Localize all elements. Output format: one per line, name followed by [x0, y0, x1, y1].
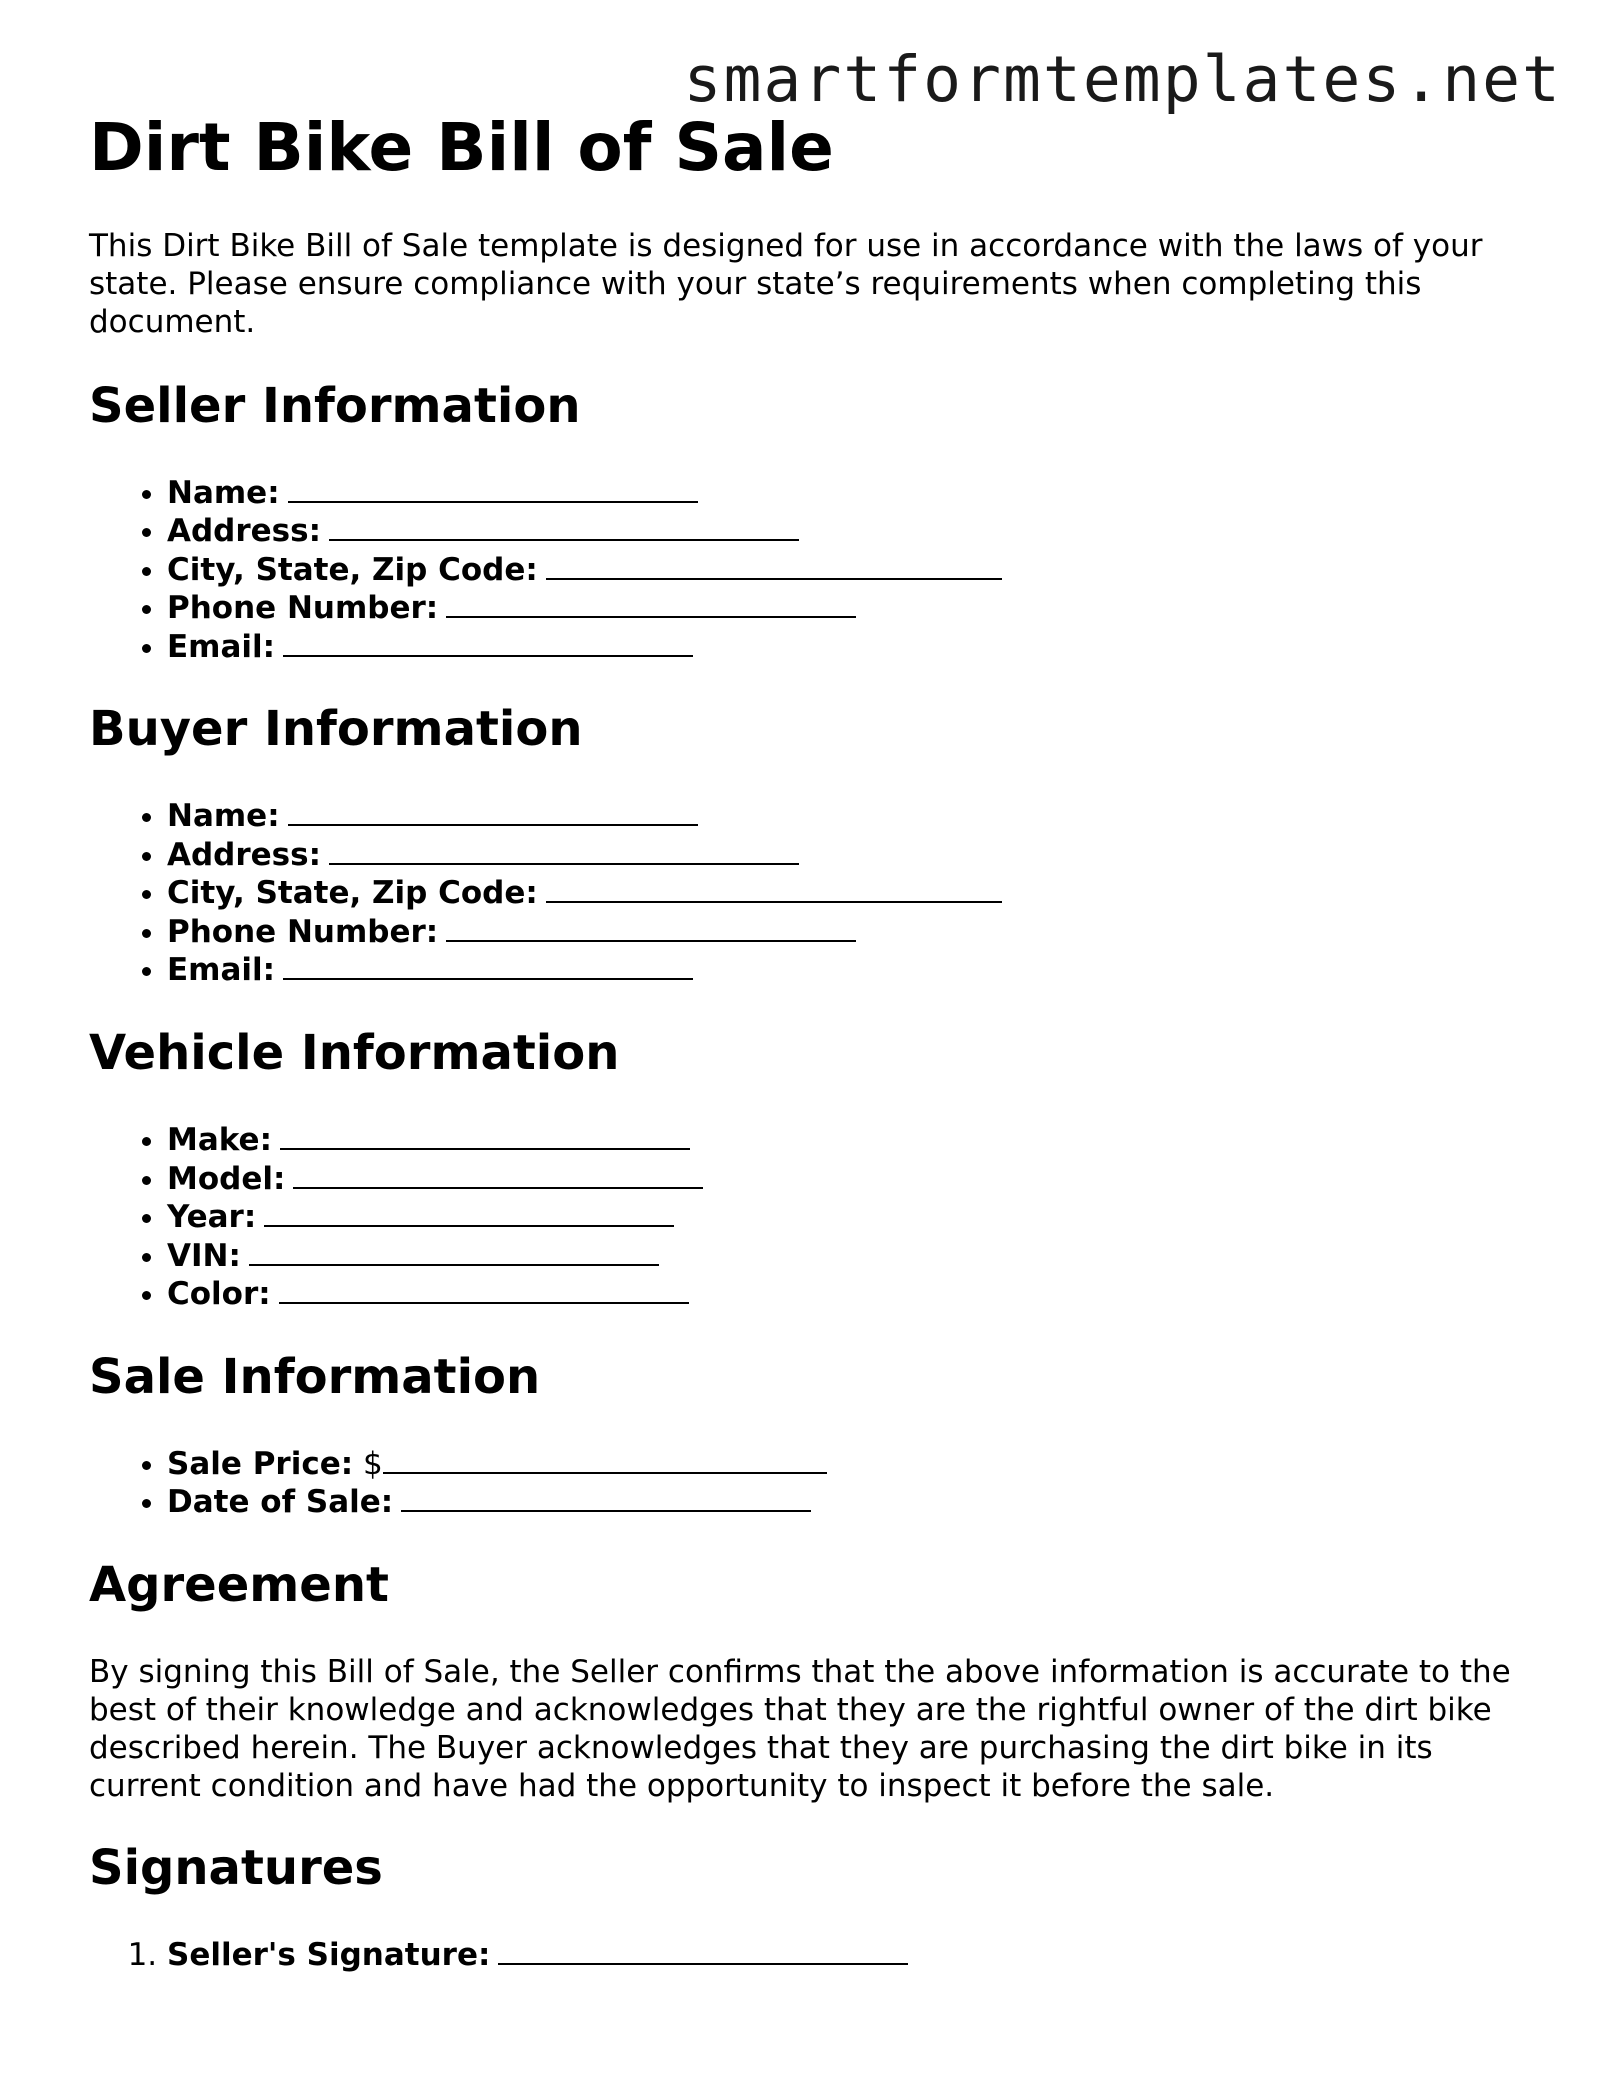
- agreement-paragraph: By signing this Bill of Sale, the Seller confirms that the above information is accurate to the best of their knowledge and acknowledges that they are the rightful owner of the dirt bike described herein. The Buyer acknowledges that they are purchasing the dirt bike in its current condition and have had the opportunity to inspect it before the sale.: [89, 1654, 1511, 1805]
- sale-price-label: Sale Price:: [167, 1445, 354, 1482]
- vehicle-make-label: Make:: [167, 1122, 272, 1159]
- sale-price-field[interactable]: [383, 1445, 827, 1474]
- seller-email-label: Email:: [167, 628, 276, 665]
- vehicle-field-list: [89, 1121, 1529, 1314]
- buyer-name-field[interactable]: [288, 797, 698, 826]
- sale-field-list: [89, 1445, 1529, 1522]
- seller-phone-label: Phone Number:: [167, 590, 439, 627]
- seller-city-state-zip-field[interactable]: [546, 551, 1002, 580]
- vehicle-color-field[interactable]: [279, 1275, 689, 1304]
- seller-signature-field[interactable]: [498, 1936, 908, 1965]
- list-item: [167, 913, 1529, 952]
- sale-date-label: Date of Sale:: [167, 1484, 394, 1521]
- vehicle-heading: Vehicle Information: [89, 1024, 620, 1081]
- list-item: [167, 836, 1529, 875]
- vehicle-make-field[interactable]: [280, 1121, 690, 1150]
- document-body: [89, 109, 1529, 1975]
- seller-field-list: [89, 474, 1529, 667]
- seller-city-state-zip-label: City, State, Zip Code:: [167, 551, 538, 588]
- list-item: [167, 874, 1529, 913]
- buyer-heading: Buyer Information: [89, 701, 583, 758]
- list-item: [167, 512, 1529, 551]
- list-item: [167, 797, 1529, 836]
- watermark: smartformtemplates.net: [683, 43, 1562, 116]
- sale-heading: Sale Information: [89, 1348, 541, 1405]
- intro-paragraph: This Dirt Bike Bill of Sale template is designed for use in accordance with the laws of your state. Please ensure compliance with your state’s requirements when completing this document.: [89, 227, 1483, 340]
- list-item: [167, 628, 1529, 667]
- buyer-phone-label: Phone Number:: [167, 913, 439, 950]
- list-item: [167, 1275, 1529, 1314]
- buyer-phone-field[interactable]: [446, 913, 856, 942]
- list-item: [167, 951, 1529, 990]
- seller-signature-label: Seller's Signature:: [167, 1937, 491, 1974]
- vehicle-model-label: Model:: [167, 1160, 286, 1197]
- list-item: [167, 1198, 1529, 1237]
- seller-heading: Seller Information: [89, 377, 581, 434]
- signatures-list: [89, 1936, 1529, 1975]
- buyer-city-state-zip-field[interactable]: [546, 874, 1002, 903]
- list-item: [167, 1160, 1529, 1199]
- seller-email-field[interactable]: [283, 628, 693, 657]
- signatures-heading: Signatures: [89, 1840, 383, 1897]
- seller-address-field[interactable]: [329, 512, 799, 541]
- seller-name-label: Name:: [167, 474, 280, 511]
- list-item: [167, 589, 1529, 628]
- seller-address-label: Address:: [167, 513, 321, 550]
- vehicle-color-label: Color:: [167, 1276, 271, 1313]
- vehicle-year-field[interactable]: [264, 1198, 674, 1227]
- agreement-heading: Agreement: [89, 1556, 389, 1613]
- vehicle-vin-field[interactable]: [249, 1237, 659, 1266]
- list-item: [167, 474, 1529, 513]
- list-item: [167, 1483, 1529, 1522]
- vehicle-year-label: Year:: [167, 1199, 257, 1236]
- sale-date-field[interactable]: [401, 1483, 811, 1512]
- buyer-email-label: Email:: [167, 952, 276, 989]
- buyer-name-label: Name:: [167, 798, 280, 835]
- seller-name-field[interactable]: [288, 474, 698, 503]
- list-item: [167, 551, 1529, 590]
- buyer-email-field[interactable]: [283, 951, 693, 980]
- list-item: [167, 1121, 1529, 1160]
- list-item: [167, 1445, 1529, 1484]
- list-item: [167, 1936, 1529, 1975]
- list-item: [167, 1237, 1529, 1276]
- vehicle-vin-label: VIN:: [167, 1237, 241, 1274]
- document-title: Dirt Bike Bill of Sale: [89, 109, 834, 186]
- buyer-field-list: [89, 797, 1529, 990]
- currency-symbol: $: [362, 1445, 383, 1482]
- buyer-address-field[interactable]: [329, 836, 799, 865]
- buyer-address-label: Address:: [167, 836, 321, 873]
- seller-phone-field[interactable]: [446, 589, 856, 618]
- buyer-city-state-zip-label: City, State, Zip Code:: [167, 875, 538, 912]
- vehicle-model-field[interactable]: [293, 1160, 703, 1189]
